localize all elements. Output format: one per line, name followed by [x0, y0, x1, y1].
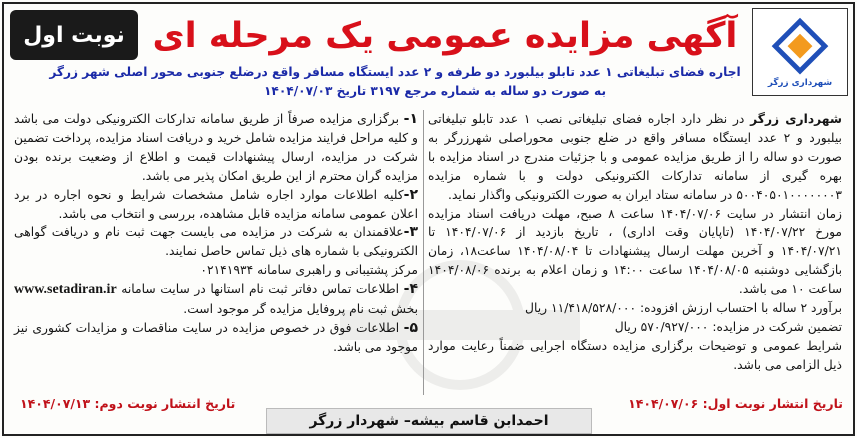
item-number: ۴-: [403, 281, 418, 298]
page-title: آگهی مزایده عمومی یک مرحله ای: [152, 16, 738, 56]
item-text: کلیه اطلاعات موارد اجاره شامل مشخصات شرایط و نحوه اجاره در برد اعلان عمومی سامانه مزایده قابل مشاهده، بررسی و انتخاب می باشد.: [14, 187, 418, 221]
subtitle-line-1: اجاره فضای تبلیغاتی ۱ عدد تابلو بیلبورد دو طرفه و ۲ عدد ایستگاه مسافر واقع درضلع جنوبی محور اصلی شهر زرگر: [49, 65, 741, 79]
item-text-after: بخش ثبت نام پروفایل مزایده گر موجود است.: [183, 302, 418, 317]
first-publish-date: تاریخ انتشار نوبت اول: ۱۴۰۴/۰۷/۰۶: [628, 396, 843, 411]
item-number: ۳-: [403, 224, 418, 241]
round-badge: نوبت اول: [10, 10, 138, 60]
list-item: [14, 110, 418, 186]
item-text: اطلاعات تماس دفاتر ثبت نام استانها در سایت سامانه: [116, 282, 404, 297]
setadiran-link[interactable]: www.setadiran.ir: [14, 282, 117, 298]
column-divider: [423, 110, 424, 395]
list-item: [14, 186, 418, 224]
schedule-paragraph: زمان انتشار در سایت ۱۴۰۴/۰۷/۰۶ ساعت ۸ صبح، مهلت دریافت اسناد مزایده مورخ ۱۴۰۴/۰۷/۲۲ (تاپایان وقت اداری) ، تاریخ بازدید از ۱۴۰۴/۰۷/۰۶ تا ۱۴۰۴/۰۷/۲۱ و آخرین مهلت ارسال پیشنهادات تا ۱۴۰۴/۰۸/۰۴ ساعت۱۸، زمان بازگشایی دوشنبه ۱۴۰۴/۰۸/۰۵ ساعت ۱۴:۰۰ و زمان اعلام به برنده ۱۴۰۴/۰۸/۰۶ ساعت ۱۰ می باشد.: [428, 206, 843, 297]
subtitle-line-2: به صورت دو ساله به شماره مرجع ۳۱۹۷ تاریخ ۱۴۰۴/۰۷/۰۳: [263, 84, 607, 98]
list-item: [14, 280, 418, 319]
left-column: [14, 110, 418, 390]
support-text: مرکز پشتیبانی و راهبری سامانه ۰۲۱۴۱۹۳۴: [200, 263, 418, 278]
item-number: ۲-: [403, 186, 418, 203]
estimate-line: برآورد ۲ ساله با احتساب ارزش افزوده: ۱۱/۴۱۸/۵۲۸/۰۰۰ ریال: [525, 301, 842, 316]
list-item: [14, 319, 418, 357]
intro-org-name: شهرداری زرگر: [750, 112, 842, 126]
support-phone-line: [14, 261, 418, 280]
conditions-line: شرایط عمومی و توضیحات برگزاری مزایده دستگاه اجرایی ضمناً رعایت موارد ذیل الزامی می باشد.: [428, 338, 842, 372]
item-text: علاقمندان به شرکت در مزایده می بایست جهت ثبت نام و دریافت گواهی الکترونیکی با شماره های ذیل تماس حاصل نمایند.: [14, 225, 418, 259]
item-text: اطلاعات فوق در خصوص مزایده در سایت مناقصات و مزایدات کشوری نیز موجود می باشد.: [14, 320, 418, 354]
intro-text: در نظر دارد اجاره فضای تبلیغاتی نصب ۱ عدد تابلو تبلیغاتی بیلبورد و ۲ عدد ایستگاه مسافر واقع در ضلع جنوبی محوراصلی شهرزرگر به صورت دو ساله را از طریق مزایده عمومی و با جزئیات مندرج در اسناد مزایده با بهره گیری از سامانه تدارکات الکترونیکی دولت و با شماره مزایده ۵۰۰۴۰۵۰۱۰۰۰۰۰۰۰۳ در سامانه ستاد ایران به صورت الکترونیکی واگذار نماید.: [428, 112, 842, 202]
item-text: برگزاری مزایده صرفاً از طریق سامانه تدارکات الکترونیکی دولت می باشد و کلیه مراحل فرایند مزایده شامل خرید و دریافت اسناد مزایده، پرداخت تضمین شرکت در مزایده، ارسال پیشنهادات قیمت و اطلاع از وضعیت برنده بودن مزایده گران محترم از این طریق امکان پذیر می باشد.: [14, 112, 418, 183]
item-number: ۵-: [403, 319, 418, 336]
second-publish-date: تاریخ انتشار نوبت دوم: ۱۴۰۴/۰۷/۱۳: [20, 396, 236, 411]
logo-text: شهرداری زرگر: [767, 78, 833, 89]
guarantee-line: تضمین شرکت در مزایده: ۵۷۰/۹۲۷/۰۰۰ ریال: [614, 319, 842, 334]
mayor-signature: احمدابن قاسم بیشه– شهردار زرگر: [266, 408, 592, 434]
intro-paragraph: [428, 110, 842, 205]
item-number: ۱-: [403, 111, 418, 127]
list-item: [14, 223, 418, 261]
right-column: [428, 110, 842, 390]
